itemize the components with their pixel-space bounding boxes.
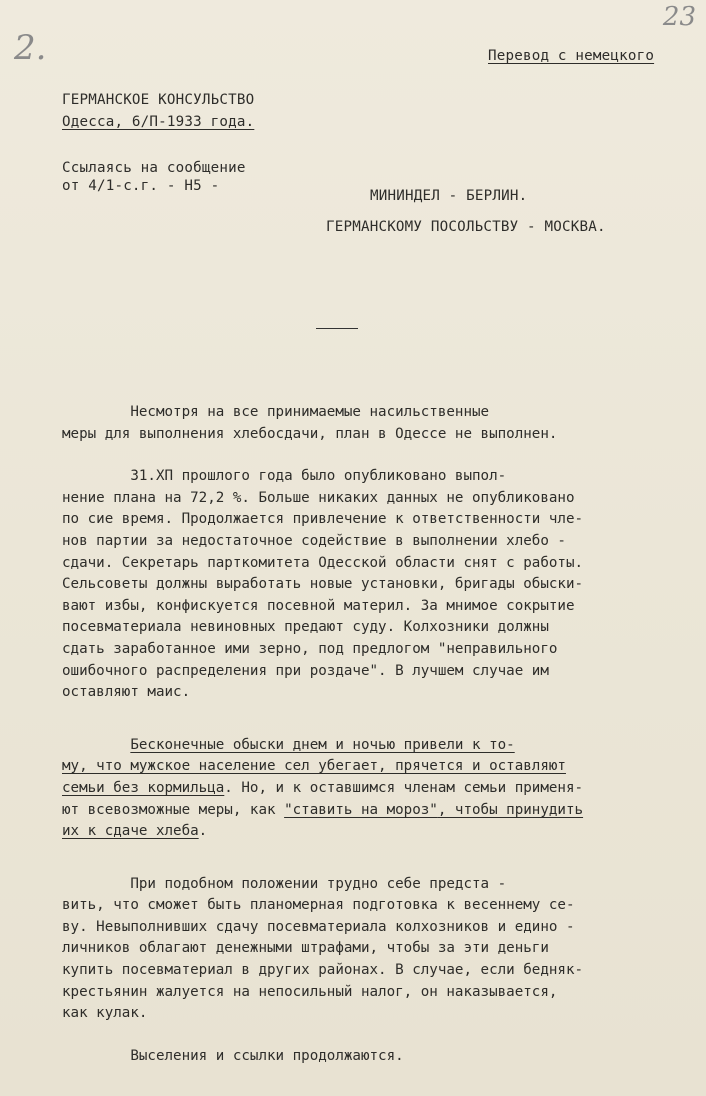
paragraph-line: Несмотря на все принимаемые насильственные — [62, 404, 490, 420]
paragraph-line: вают избы, конфискуется посевной материл. За мнимое сокрытие — [62, 597, 575, 614]
paragraph-line: меры для выполнения хлебосдачи, план в Одессе не выполнен. — [62, 425, 558, 442]
paragraph-line — [62, 800, 690, 822]
addressee-line-1: МИНИНДЕЛ - БЕРЛИН. — [370, 188, 528, 204]
paragraph-line: оставляют маис. — [62, 684, 191, 701]
sender-line-2: Одесса, 6/П-1933 года. — [62, 114, 255, 130]
underlined-text: семьи без кормильца — [62, 779, 225, 796]
underlined-text: му, что мужское население сел убегает, прячется и оставляют — [62, 758, 566, 775]
paragraph-line: нение плана на 72,2 %. Больше никаких данных не опубликовано — [62, 489, 575, 506]
paragraph-line: личников облагают денежными штрафами, чтобы за эти деньги — [62, 940, 549, 957]
paragraph-line — [62, 735, 690, 757]
paragraph-line — [62, 778, 690, 800]
underlined-text: Бесконечные обыски днем и ночью привели к то- — [130, 736, 515, 753]
paragraph-line: сдать заработанное ими зерно, под предлогом "неправильного — [62, 640, 558, 657]
reference-line-1: Ссылаясь на сообщение — [62, 160, 246, 176]
separator-dash — [316, 328, 358, 329]
paragraph-line: ву. Невыполнивших сдачу посевматериала колхозников и едино - — [62, 918, 575, 935]
handwritten-margin-number: 2. — [14, 28, 47, 68]
paragraph-line: вить, что сможет быть планомерная подготовка к весеннему се- — [62, 897, 575, 914]
paragraph-4 — [62, 874, 690, 1025]
plain-text: ют всевозможные меры, как — [62, 801, 285, 818]
plain-text: . — [198, 823, 208, 840]
addressee-line-2: ГЕРМАНСКОМУ ПОСОЛЬСТВУ - МОСКВА. — [326, 219, 606, 235]
paragraph-2 — [62, 466, 690, 704]
paragraph-line: Сельсоветы должны выработать новые установки, бригады обыски- — [62, 576, 584, 593]
paragraph-line: сдачи. Секретарь парткомитета Одесской области снят с работы. — [62, 554, 584, 571]
paragraph-line: ошибочного распределения при роздаче". В лучшем случае им — [62, 662, 549, 679]
paragraph-line: как кулак. — [62, 1005, 148, 1022]
paragraph-line: посевматериала невиновных предают суду. Колхозники должны — [62, 619, 549, 636]
paragraph-1 — [62, 402, 690, 445]
plain-text: . Но, и к оставшимся членам семьи применя- — [224, 779, 584, 796]
paragraph-line — [62, 756, 690, 778]
handwritten-archive-number: 23 — [662, 2, 696, 32]
paragraph-line: нов партии за недостаточное содействие в выполнении хлебо - — [62, 532, 566, 549]
underlined-text: , чтобы принудить — [437, 801, 584, 818]
sender-line-1: ГЕРМАНСКОЕ КОНСУЛЬСТВО — [62, 92, 255, 108]
reference-line-2: от 4/1-с.г. - Н5 - — [62, 178, 220, 194]
paragraph-5 — [62, 1046, 690, 1068]
letter-body — [62, 402, 690, 1067]
underlined-quote: "ставить на мороз" — [284, 801, 438, 818]
paragraph-line: При подобном положении трудно себе предста - — [62, 875, 507, 892]
translation-note: Перевод с немецкого — [488, 48, 655, 64]
paragraph-line: купить посевматериал в других районах. В случае, если бедняк- — [62, 962, 584, 979]
paragraph-line — [62, 821, 690, 843]
underlined-text: их к сдаче хлеба — [62, 823, 199, 840]
paragraph-3 — [62, 735, 690, 843]
paragraph-line: крестьянин жалуется на непосильный налог, он наказывается, — [62, 983, 558, 1000]
paragraph-line: по сие время. Продолжается привлечение к ответственности чле- — [62, 511, 584, 528]
paragraph-line: 31.XП прошлого года было опубликовано выпол- — [62, 468, 507, 485]
paragraph-line: Выселения и ссылки продолжаются. — [62, 1047, 404, 1064]
